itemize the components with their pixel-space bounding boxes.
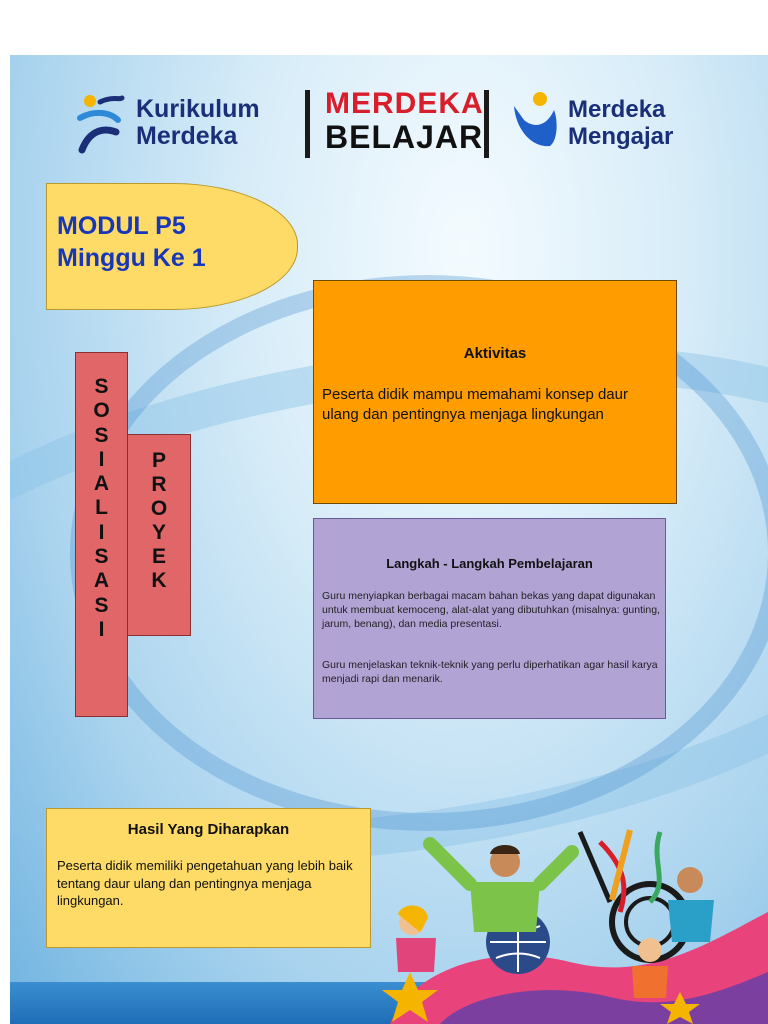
creative-people-illustration [350, 822, 768, 1024]
module-title-line: MODUL P5 [57, 212, 186, 240]
logo-text-line: Kurikulum [136, 95, 260, 123]
langkah-title: Langkah - Langkah Pembelajaran [386, 556, 593, 571]
vertical-letter: E [151, 545, 166, 568]
vertical-letter: K [151, 569, 167, 592]
logo-text-line: Merdeka [568, 96, 666, 123]
logo-divider [484, 90, 489, 158]
vertical-letter: O [150, 497, 168, 520]
hasil-body: Peserta didik memiliki pengetahuan yang lebih baik tentang daur ulang dan pentingnya menjaga lingkungan. [57, 858, 353, 908]
vertical-letter: A [93, 569, 110, 593]
kurikulum-merdeka-mark-icon [74, 92, 126, 154]
aktivitas-title: Aktivitas [463, 345, 527, 362]
vertical-letter: P [151, 449, 166, 472]
person-figure [396, 905, 436, 972]
merdeka-mengajar-mark-icon [510, 90, 562, 152]
vertical-letter: Y [151, 521, 166, 544]
vertical-letter: A [93, 472, 110, 496]
aktivitas-body: Peserta didik mampu memahami konsep daur ulang dan pentingnya menjaga lingkungan [322, 386, 628, 423]
proyek-vertical-text [128, 435, 190, 593]
vertical-letter: S [94, 423, 109, 447]
vertical-letter: O [93, 399, 110, 423]
vertical-letter: L [95, 496, 108, 520]
merdeka-mengajar-logo [510, 88, 700, 158]
vertical-letter: I [98, 520, 105, 544]
sosialisasi-vertical-text [76, 353, 127, 642]
logo-text-line: Merdeka [136, 122, 238, 150]
aktivitas-box [313, 280, 677, 504]
langkah-box [313, 518, 666, 719]
logo-text-line: Mengajar [568, 123, 674, 150]
vertical-letter: S [94, 545, 109, 569]
kurikulum-merdeka-text [136, 96, 260, 150]
person-figure [668, 867, 714, 942]
header-logos [70, 88, 700, 163]
logo-text-line: BELAJAR [325, 119, 484, 155]
module-subtitle-line: Minggu Ke 1 [57, 244, 206, 272]
proyek-box [127, 434, 191, 636]
kurikulum-merdeka-logo [70, 88, 290, 158]
hasil-box [46, 808, 371, 948]
module-title-box [46, 183, 298, 310]
hasil-title: Hasil Yang Diharapkan [127, 821, 290, 838]
logo-text-line: MERDEKA [325, 87, 484, 120]
module-title [57, 210, 206, 274]
person-figure [632, 938, 668, 998]
logo-divider [305, 90, 310, 158]
vertical-letter: I [98, 617, 105, 641]
langkah-paragraph: Guru menjelaskan teknik-teknik yang perlu diperhatikan agar hasil karya menjadi rapi dan menarik. [322, 659, 658, 685]
merdeka-belajar-logo [325, 87, 484, 158]
merdeka-mengajar-text [568, 96, 673, 150]
sosialisasi-box [75, 352, 128, 717]
vertical-letter: S [94, 375, 109, 398]
vertical-letter: S [94, 593, 109, 617]
vertical-letter: I [98, 447, 105, 471]
person-figure [430, 844, 572, 932]
langkah-paragraph: Guru menyiapkan berbagai macam bahan bekas yang dapat digunakan untuk membuat kemoceng, alat-alat yang dibutuhkan (misalnya: gunting, jarum, benang), dan media presentasi. [322, 590, 660, 630]
vertical-letter: R [151, 473, 167, 496]
